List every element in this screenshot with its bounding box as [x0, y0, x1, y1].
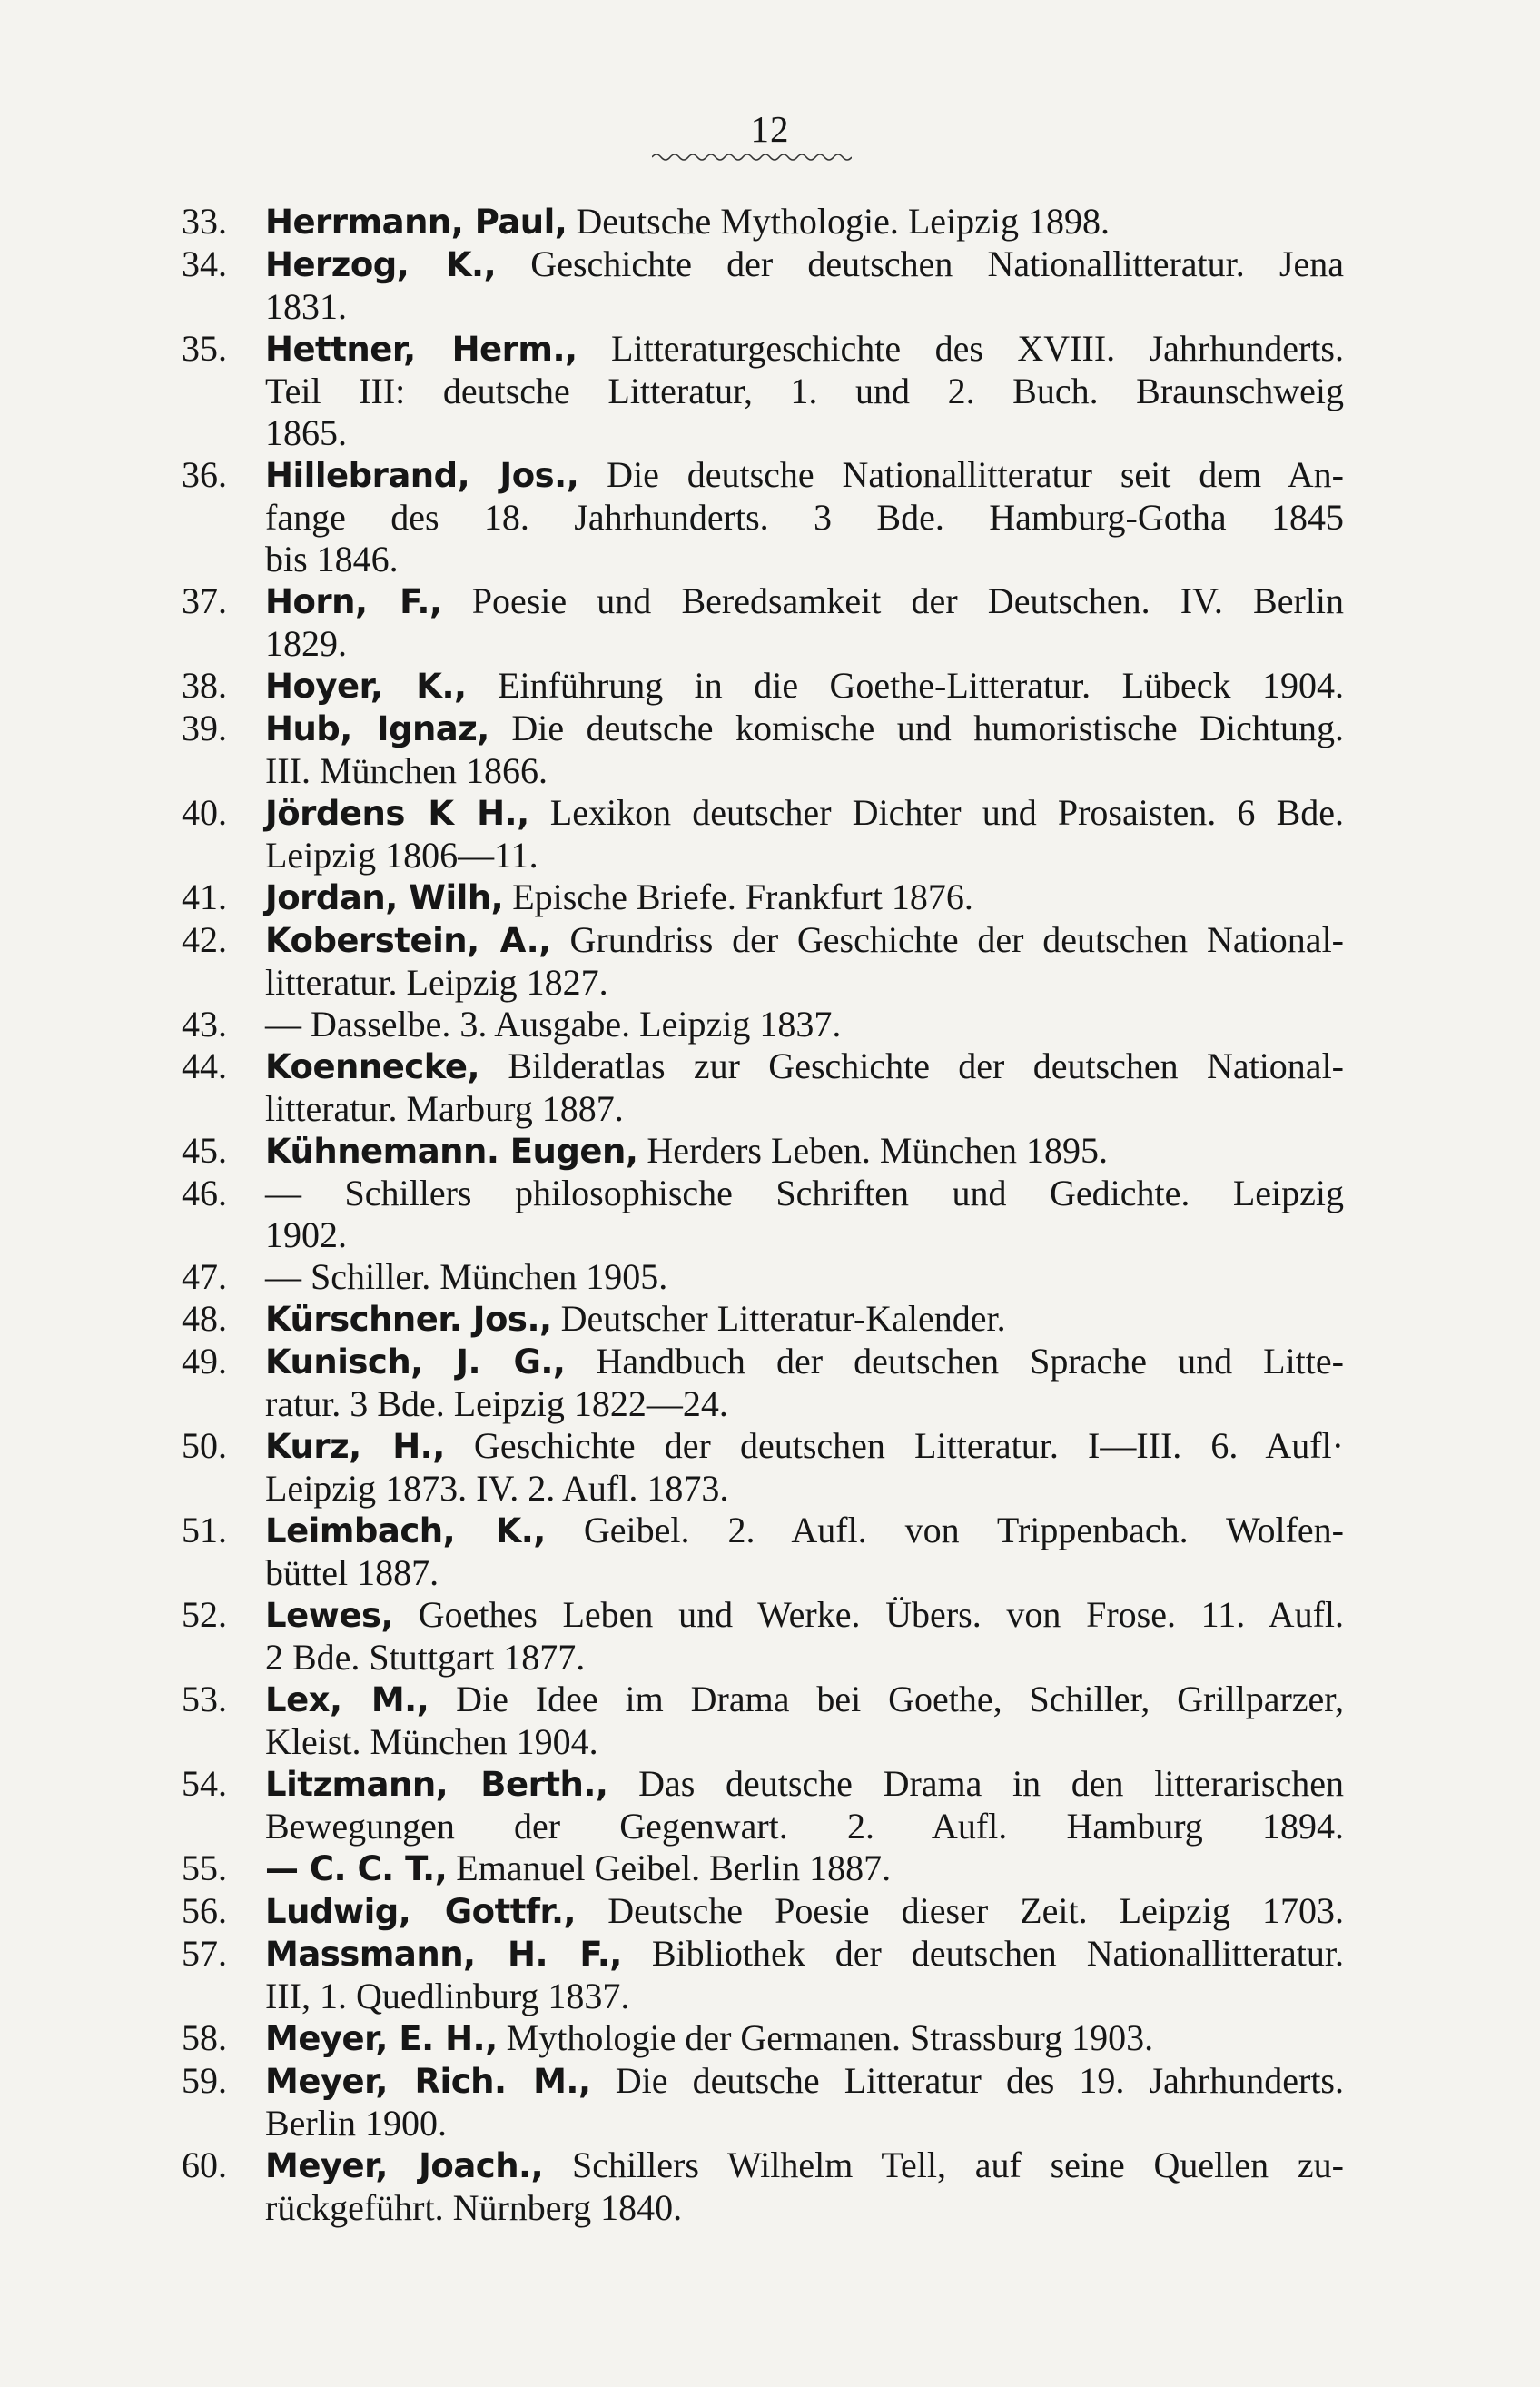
bibliography-entry: [0, 1425, 1540, 1510]
entry-number: 57.: [182, 1933, 227, 1974]
entry-line: [265, 665, 1344, 708]
entry-line: [265, 243, 1344, 286]
entry-text: Das deutsche Drama in den litterarischen: [607, 1763, 1344, 1804]
bibliography-entry: [0, 2144, 1540, 2229]
entry-number: 41.: [182, 877, 227, 917]
entry-number: 49.: [182, 1341, 227, 1382]
entry-author: Kühnemann. Eugen,: [265, 1132, 638, 1171]
entry-text: Kleist. München 1904.: [265, 1721, 598, 1762]
entry-text: Einführung in die Goethe-Litteratur. Lübeck 1904.: [466, 665, 1344, 706]
entry-line: [265, 1510, 1344, 1552]
entry-text: Deutsche Mythologie. Leipzig 1898.: [567, 201, 1111, 242]
entry-text: — Dasselbe. 3. Ausgabe. Leipzig 1837.: [265, 1004, 842, 1045]
entry-text: Die deutsche Litteratur des 19. Jahrhunderts.: [590, 2060, 1344, 2101]
entry-text: Geschichte der deutschen Litteratur. I—III. 6. Aufl·: [444, 1425, 1344, 1466]
bibliography-entry: [0, 454, 1540, 580]
entry-line: [265, 2103, 1344, 2144]
entry-line: [265, 328, 1344, 371]
bibliography-entry: [0, 665, 1540, 708]
wavy-rule-ornament: [652, 151, 852, 163]
entry-number: 53.: [182, 1679, 227, 1719]
entry-text: litteratur. Leipzig 1827.: [265, 962, 608, 1003]
entry-number: 46.: [182, 1173, 227, 1213]
entry-number: 36.: [182, 454, 227, 495]
entry-text: Emanuel Geibel. Berlin 1887.: [447, 1847, 892, 1888]
entry-line: [265, 1004, 1344, 1045]
entry-line: [265, 1214, 1344, 1256]
entry-line: [265, 371, 1344, 412]
bibliography-entry: [0, 1763, 1540, 1847]
entry-line: [265, 962, 1344, 1004]
entry-author: Koberstein, A.,: [265, 921, 551, 960]
entry-text: fange des 18. Jahrhunderts. 3 Bde. Hamburg-Gotha 1845: [265, 497, 1344, 538]
entry-line: [265, 539, 1344, 580]
entry-author: Herzog, K.,: [265, 245, 497, 284]
entry-number: 48.: [182, 1298, 227, 1339]
entry-text: III, 1. Quedlinburg 1837.: [265, 1976, 630, 2016]
entry-text: Mythologie der Germanen. Strassburg 1903.: [497, 2017, 1154, 2058]
bibliography-entry: [0, 2060, 1540, 2144]
bibliography-entry: [0, 792, 1540, 877]
page-number: 12: [750, 108, 790, 150]
entry-text: 1865.: [265, 412, 347, 453]
entry-line: [265, 1679, 1344, 1721]
entry-text: Deutsche Poesie dieser Zeit. Leipzig 1703.: [576, 1890, 1344, 1931]
entry-line: [265, 1425, 1344, 1468]
bibliography-entry: [0, 2017, 1540, 2060]
entry-text: 1902.: [265, 1214, 347, 1255]
entry-text: Herders Leben. München 1895.: [637, 1130, 1108, 1171]
entry-text: Epische Briefe. Frankfurt 1876.: [503, 877, 973, 917]
entry-author: Horn, F.,: [265, 582, 442, 621]
entry-number: 35.: [182, 328, 227, 369]
entry-text: Die deutsche komische und humoristische Dichtung.: [489, 708, 1344, 748]
entry-number: 47.: [182, 1256, 227, 1297]
entry-author: Meyer, E. H.,: [265, 2019, 498, 2058]
entry-number: 59.: [182, 2060, 227, 2101]
bibliography-entry: [0, 243, 1540, 328]
entry-line: [265, 1847, 1344, 1890]
entry-author: Jordan, Wilh,: [265, 878, 504, 917]
entry-text: Leipzig 1806—11.: [265, 835, 538, 876]
entry-number: 38.: [182, 665, 227, 706]
entry-author: Meyer, Rich. M.,: [265, 2062, 591, 2101]
entry-line: [265, 1045, 1344, 1088]
entry-author: Kurz, H.,: [265, 1427, 445, 1466]
entry-number: 34.: [182, 243, 227, 284]
entry-author: Lewes,: [265, 1596, 394, 1635]
bibliography-entry: [0, 580, 1540, 665]
bibliography-entry: [0, 1679, 1540, 1763]
entry-text: Die Idee im Drama bei Goethe, Schiller, Grillparzer,: [429, 1679, 1345, 1719]
entry-text: Bibliothek der deutschen Nationallitteratur.: [621, 1933, 1344, 1974]
entry-line: [265, 623, 1344, 665]
bibliography-entry: [0, 1594, 1540, 1679]
bibliography-entry: [0, 1004, 1540, 1045]
entry-text: litteratur. Marburg 1887.: [265, 1088, 624, 1129]
entry-text: Berlin 1900.: [265, 2103, 447, 2144]
entry-author: Meyer, Joach.,: [265, 2146, 544, 2185]
entry-author: Kunisch, J. G.,: [265, 1342, 566, 1382]
entry-text: Schillers Wilhelm Tell, auf seine Quellen zu-: [543, 2144, 1344, 2185]
entry-text: III. München 1866.: [265, 750, 548, 791]
bibliography-entry: [0, 1890, 1540, 1933]
entry-text: ratur. 3 Bde. Leipzig 1822—24.: [265, 1383, 728, 1424]
bibliography-entry: [0, 201, 1540, 243]
entry-line: [265, 750, 1344, 792]
entry-line: [265, 2187, 1344, 2229]
entry-author: Koennecke,: [265, 1047, 480, 1086]
entry-line: [265, 201, 1344, 243]
entry-number: 37.: [182, 580, 227, 621]
entry-number: 56.: [182, 1890, 227, 1931]
entry-line: [265, 1976, 1344, 2017]
entry-line: [265, 454, 1344, 497]
bibliography-entry: [0, 877, 1540, 919]
entry-line: [265, 1130, 1344, 1173]
entry-line: [265, 497, 1344, 539]
entry-number: 43.: [182, 1004, 227, 1045]
entry-author: Hub, Ignaz,: [265, 709, 489, 748]
entry-text: — Schillers philosophische Schriften und Gedichte. Leipzig: [265, 1173, 1344, 1213]
entry-number: 39.: [182, 708, 227, 748]
bibliography-entry: [0, 1298, 1540, 1341]
entry-line: [265, 2017, 1344, 2060]
entry-number: 55.: [182, 1847, 227, 1888]
entry-line: [265, 580, 1344, 623]
entry-author: Hillebrand, Jos.,: [265, 456, 579, 495]
entry-line: [265, 877, 1344, 919]
entry-text: Bilderatlas zur Geschichte der deutschen National-: [479, 1045, 1344, 1086]
entry-number: 40.: [182, 792, 227, 833]
entry-number: 33.: [182, 201, 227, 242]
entry-line: [265, 1383, 1344, 1425]
entry-line: [265, 1468, 1344, 1510]
entry-line: [265, 1933, 1344, 1976]
entry-line: [265, 708, 1344, 750]
entry-line: [265, 286, 1344, 328]
bibliography-entry: [0, 1341, 1540, 1425]
entry-number: 58.: [182, 2017, 227, 2058]
bibliography-entry: [0, 1847, 1540, 1890]
entry-line: [265, 1298, 1344, 1341]
entry-author: Leimbach, K.,: [265, 1511, 546, 1550]
entry-text: 1831.: [265, 286, 347, 327]
entry-text: büttel 1887.: [265, 1552, 439, 1593]
entry-text: Deutscher Litteratur-Kalender.: [551, 1298, 1006, 1339]
entry-text: Litteraturgeschichte des XVIII. Jahrhunderts.: [577, 328, 1344, 369]
entry-author: Litzmann, Berth.,: [265, 1765, 608, 1804]
entry-line: [265, 412, 1344, 454]
bibliography-entry: [0, 328, 1540, 454]
entry-text: Poesie und Beredsamkeit der Deutschen. IV. Berlin: [441, 580, 1344, 621]
entry-author: Hettner, Herm.,: [265, 330, 578, 369]
entry-text: rückgeführt. Nürnberg 1840.: [265, 2187, 683, 2228]
entry-number: 45.: [182, 1130, 227, 1171]
bibliography-entry: [0, 1256, 1540, 1298]
bibliography-entry: [0, 1510, 1540, 1594]
entry-text: Leipzig 1873. IV. 2. Aufl. 1873.: [265, 1468, 729, 1509]
entry-text: Geschichte der deutschen Nationallitteratur. Jena: [496, 243, 1345, 284]
entry-line: [265, 1890, 1344, 1933]
entry-text: Goethes Leben und Werke. Übers. von Frose. 11. Aufl.: [393, 1594, 1344, 1635]
entry-text: Die deutsche Nationallitteratur seit dem An-: [578, 454, 1344, 495]
entry-text: Lexikon deutscher Dichter und Prosaisten. 6 Bde.: [528, 792, 1345, 833]
entry-text: Handbuch der deutschen Sprache und Litte-: [565, 1341, 1344, 1382]
entry-text: Grundriss der Geschichte der deutschen National-: [550, 919, 1344, 960]
entry-text: bis 1846.: [265, 539, 399, 579]
entry-line: [265, 1088, 1344, 1130]
entry-line: [265, 1594, 1344, 1637]
entry-number: 54.: [182, 1763, 227, 1804]
entry-number: 52.: [182, 1594, 227, 1635]
entry-text: 2 Bde. Stuttgart 1877.: [265, 1637, 586, 1678]
entry-number: 50.: [182, 1425, 227, 1466]
entry-number: 51.: [182, 1510, 227, 1550]
entry-text: 1829.: [265, 623, 347, 664]
entry-line: [265, 1637, 1344, 1679]
entry-author: Massmann, H. F.,: [265, 1935, 622, 1974]
entry-number: 42.: [182, 919, 227, 960]
entry-line: [265, 1806, 1344, 1847]
entry-author: Hoyer, K.,: [265, 667, 467, 706]
entry-text: — Schiller. München 1905.: [265, 1256, 668, 1297]
entry-author: Ludwig, Gottfr.,: [265, 1892, 577, 1931]
bibliography-entry: [0, 708, 1540, 792]
entry-line: [265, 835, 1344, 877]
entry-line: [265, 1173, 1344, 1214]
entry-line: [265, 1721, 1344, 1763]
entry-line: [265, 919, 1344, 962]
entry-text: Bewegungen der Gegenwart. 2. Aufl. Hamburg 1894.: [265, 1806, 1344, 1847]
entry-author: — C. C. T.,: [265, 1849, 448, 1888]
bibliography-entry: [0, 1173, 1540, 1256]
entry-line: [265, 2144, 1344, 2187]
entry-number: 44.: [182, 1045, 227, 1086]
entry-line: [265, 1256, 1344, 1298]
entry-line: [265, 1341, 1344, 1383]
bibliography-entry: [0, 1130, 1540, 1173]
entry-line: [265, 1552, 1344, 1594]
entry-line: [265, 2060, 1344, 2103]
entry-line: [265, 792, 1344, 835]
bibliography-entry: [0, 1933, 1540, 2017]
entry-author: Herrmann, Paul,: [265, 203, 568, 242]
entry-line: [265, 1763, 1344, 1806]
entry-author: Kürschner. Jos.,: [265, 1300, 552, 1339]
bibliography-list: [0, 201, 1540, 2229]
entry-text: Geibel. 2. Aufl. von Trippenbach. Wolfen-: [545, 1510, 1344, 1550]
entry-author: Lex, M.,: [265, 1680, 429, 1719]
entry-text: Teil III: deutsche Litteratur, 1. und 2. Buch. Braunschweig: [265, 371, 1344, 411]
bibliography-entry: [0, 1045, 1540, 1130]
bibliography-entry: [0, 919, 1540, 1004]
entry-number: 60.: [182, 2144, 227, 2185]
entry-author: Jördens K H.,: [265, 794, 529, 833]
